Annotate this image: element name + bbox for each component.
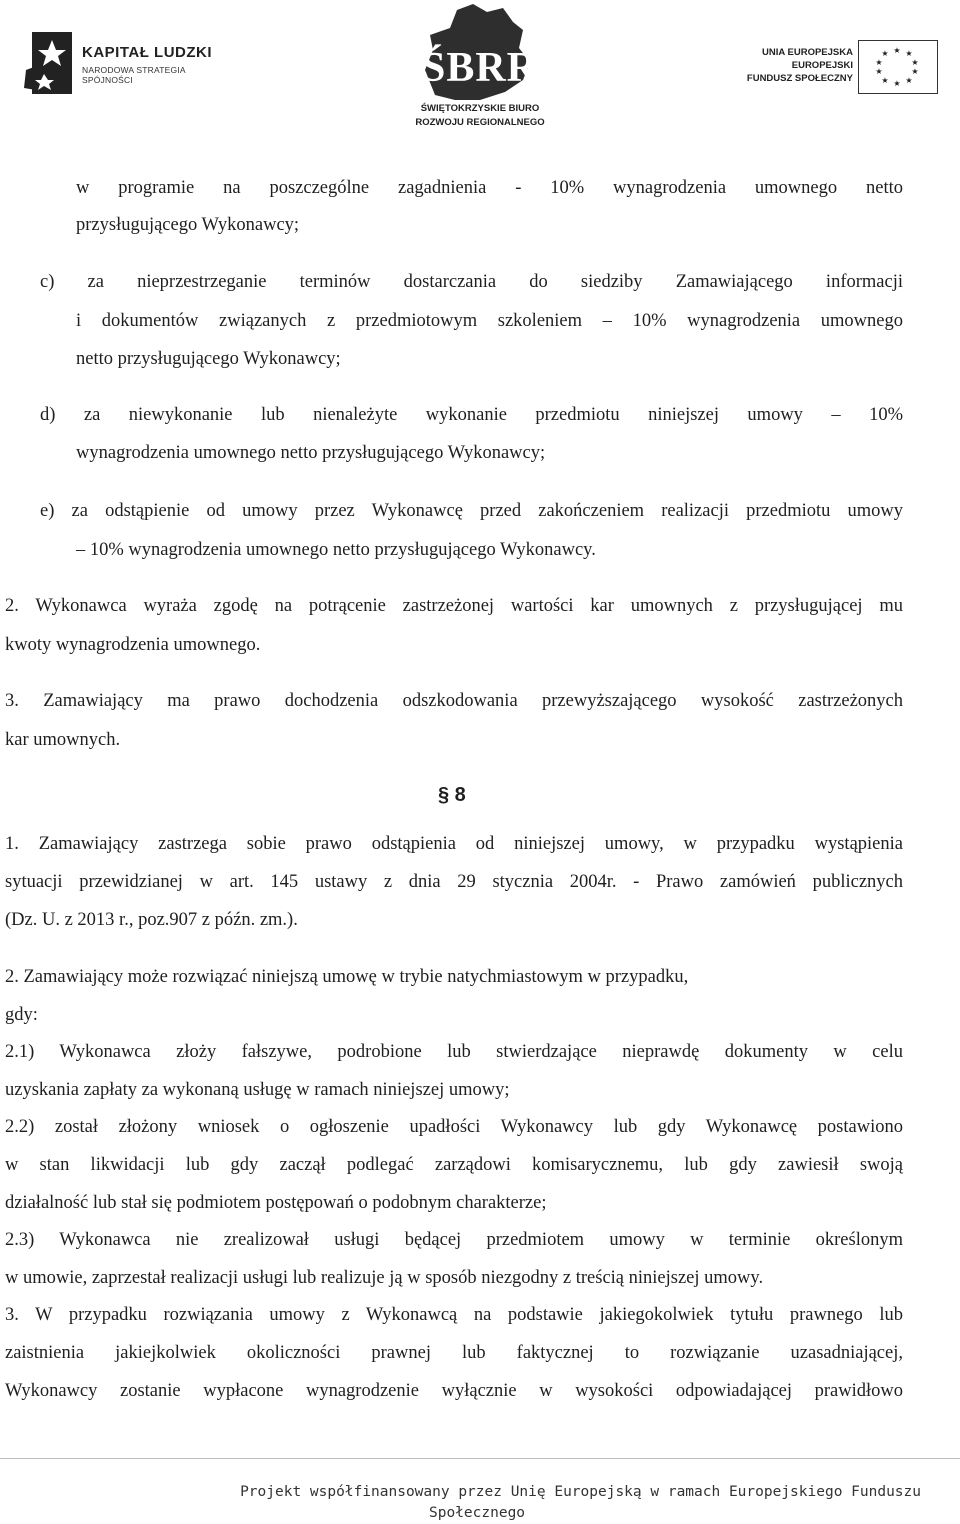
- text-line: c) za nieprzestrzeganie terminów dostarczania do siedziby Zamawiającego informacji: [40, 272, 903, 292]
- text-line: 2. Zamawiający może rozwiązać niniejszą umowę w trybie natychmiastowym w przypadku,: [5, 967, 689, 987]
- text-line: 1. Zamawiający zastrzega sobie prawo odstąpienia od niniejszej umowy, w przypadku wystąpienia: [5, 834, 903, 854]
- text-line: w umowie, zaprzestał realizacji usługi lub realizuje ją w sposób niezgodny z treścią niniejszej umowy.: [5, 1268, 764, 1288]
- eu-flag-icon: [858, 40, 938, 94]
- text-line: wynagrodzenia umownego netto przysługującego Wykonawcy;: [76, 443, 546, 463]
- text-line: kar umownych.: [5, 730, 121, 750]
- footer-line-1: Projekt współfinansowany przez Unię Europejską w ramach Europejskiego Funduszu: [240, 1484, 921, 1500]
- text-line: netto przysługującego Wykonawcy;: [76, 349, 341, 369]
- ue-line-3: FUNDUSZ SPOŁECZNY: [746, 73, 853, 84]
- text-line: e) za odstąpienie od umowy przez Wykonawcę przed zakończeniem realizacji przedmiotu umowy: [40, 501, 903, 521]
- svg-text:★: ★: [875, 58, 883, 67]
- text-line: sytuacji przewidzianej w art. 145 ustawy z dnia 29 stycznia 2004r. - Prawo zamówień publicznych: [5, 872, 903, 892]
- text-line: przysługującego Wykonawcy;: [76, 215, 300, 235]
- svg-text:★: ★: [881, 76, 889, 85]
- text-line: 3. Zamawiający ma prawo dochodzenia odszkodowania przewyższającego wysokość zastrzeżonych: [5, 691, 903, 711]
- text-line: 2.3) Wykonawca nie zrealizował usługi będącej przedmiotem umowy w terminie określonym: [5, 1230, 903, 1250]
- text-line: 2. Wykonawca wyraża zgodę na potrącenie zastrzeżonej wartości kar umownych z przysługującej mu: [5, 596, 903, 616]
- sbrr-subtitle-line2: ROZWOJU REGIONALNEGO: [415, 117, 545, 128]
- ue-line-2: EUROPEJSKI: [791, 60, 853, 71]
- svg-text:★: ★: [875, 67, 883, 76]
- kapital-ludzki-emblem-icon: [22, 30, 78, 96]
- svg-text:★: ★: [893, 46, 901, 55]
- ue-text-block: [738, 46, 853, 85]
- svg-text:★: ★: [893, 79, 901, 88]
- footer-divider: [0, 1458, 960, 1459]
- text-line: w stan likwidacji lub gdy zaczął podlegać zarządowi komisarycznemu, lub gdy zawiesił swoją: [5, 1155, 903, 1175]
- text-line: (Dz. U. z 2013 r., poz.907 z późn. zm.).: [5, 910, 298, 930]
- kapital-ludzki-title: KAPITAŁ LUDZKI: [82, 44, 213, 61]
- svg-text:★: ★: [911, 58, 919, 67]
- text-line: i dokumentów związanych z przedmiotowym szkoleniem – 10% wynagrodzenia umownego: [76, 311, 903, 331]
- sbrr-logo: [395, 0, 565, 135]
- kapital-ludzki-logo: [22, 30, 232, 96]
- svg-text:★: ★: [905, 76, 913, 85]
- sbrr-name: ŚBRR: [421, 45, 539, 91]
- text-line: 2.1) Wykonawca złoży fałszywe, podrobione lub stwierdzające nieprawdę dokumenty w celu: [5, 1042, 903, 1062]
- unia-europejska-logo: [738, 40, 943, 96]
- text-line: działalność lub stał się podmiotem postępowań o podobnym charakterze;: [5, 1193, 547, 1213]
- text-line: w programie na poszczególne zagadnienia - 10% wynagrodzenia umownego netto: [76, 178, 903, 198]
- text-line: kwoty wynagrodzenia umownego.: [5, 635, 261, 655]
- section-heading: § 8: [438, 784, 466, 806]
- text-line: Wykonawcy zostanie wypłacone wynagrodzenie wyłącznie w wysokości odpowiadającej prawidłowo: [5, 1381, 903, 1401]
- svg-text:★: ★: [911, 67, 919, 76]
- sbrr-subtitle-line1: ŚWIĘTOKRZYSKIE BIURO: [420, 103, 540, 114]
- text-line: – 10% wynagrodzenia umownego netto przysługującego Wykonawcy.: [76, 540, 596, 560]
- footer-line-2: Społecznego: [429, 1505, 526, 1521]
- svg-text:★: ★: [881, 49, 889, 58]
- svg-text:★: ★: [905, 49, 913, 58]
- text-line: zaistnienia jakiejkolwiek okoliczności prawnej lub faktycznej to rozwiązanie uzasadniającej,: [5, 1343, 903, 1363]
- text-line: uzyskania zapłaty za wykonaną usługę w ramach niniejszej umowy;: [5, 1080, 510, 1100]
- kapital-ludzki-subtitle: NARODOWA STRATEGIA SPÓJNOŚCI: [82, 65, 186, 85]
- ue-line-1: UNIA EUROPEJSKA: [762, 47, 853, 58]
- text-line: gdy:: [5, 1005, 38, 1025]
- text-line: 3. W przypadku rozwiązania umowy z Wykonawcą na podstawie jakiegokolwiek tytułu prawnego lub: [5, 1305, 903, 1325]
- text-line: d) za niewykonanie lub nienależyte wykonanie przedmiotu niniejszej umowy – 10%: [40, 405, 903, 425]
- text-line: 2.2) został złożony wniosek o ogłoszenie upadłości Wykonawcy lub gdy Wykonawcę postawiono: [5, 1117, 903, 1137]
- page-header: [0, 0, 960, 140]
